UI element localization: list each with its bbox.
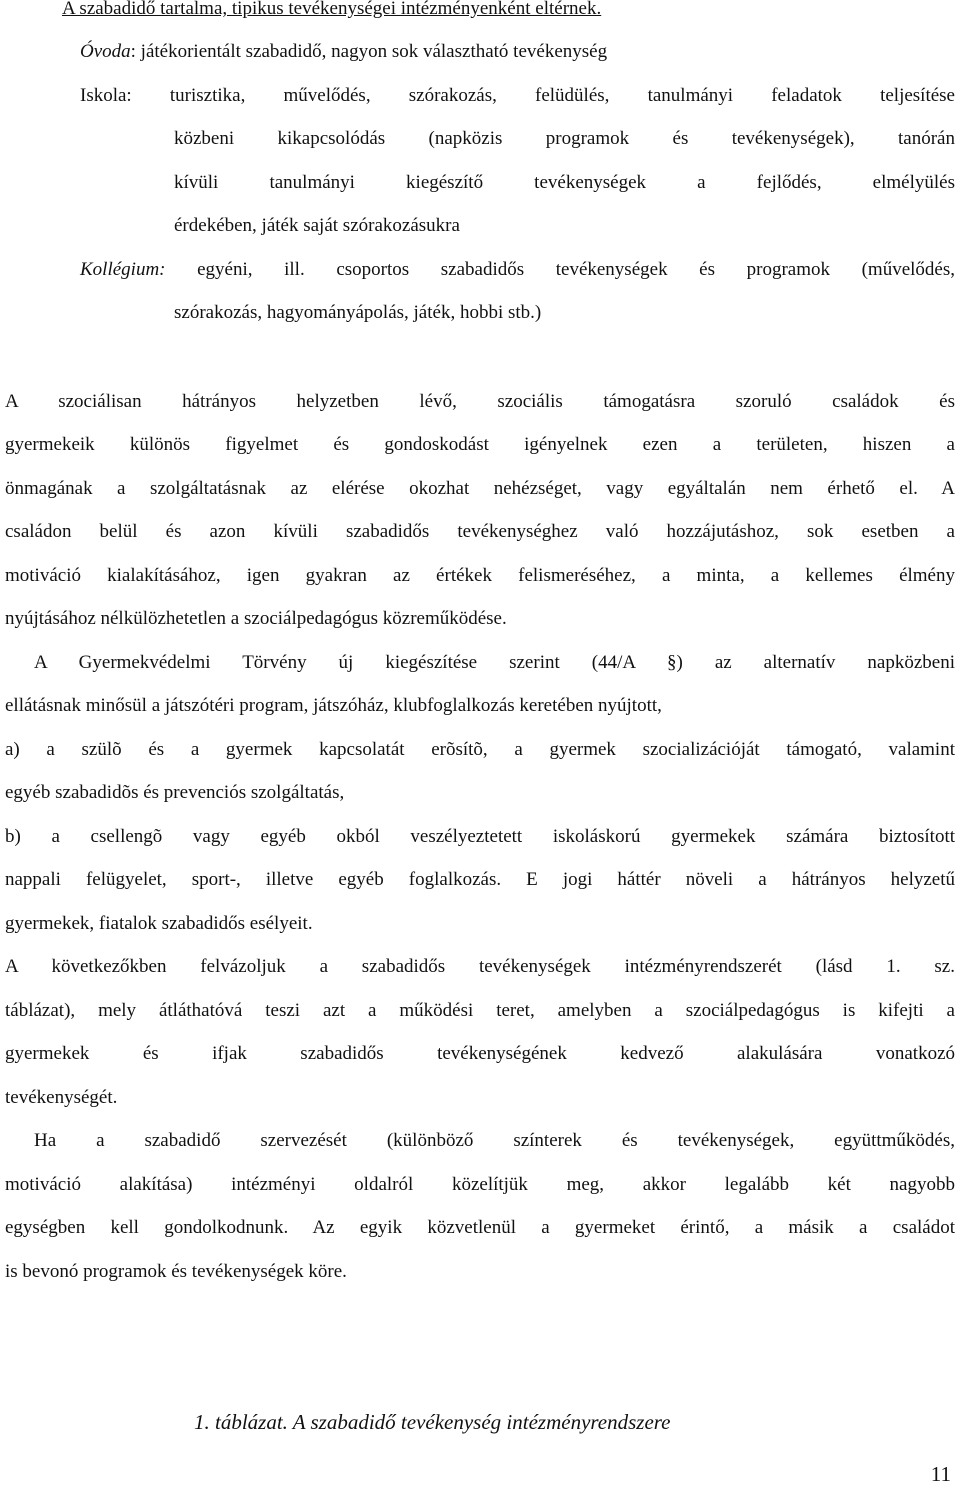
para1-line: A szociálisan hátrányos helyzetben lévő, szociális támogatásra szoruló családok és [5,391,955,412]
iskola-line-2: közbeni kikapcsolódás (napközis programok és tevékenységek), tanórán [174,128,955,149]
para1-line: nyújtásához nélkülözhetetlen a szociálpedagógus közreműködése. [5,608,507,629]
kollegium-line-1 [80,258,955,282]
para1-line: motiváció kialakításához, igen gyakran az értékek felismeréséhez, a minta, a kellemes élmény [5,565,955,586]
para2-line: nappali felügyelet, sport-, illetve egyéb foglalkozás. E jogi háttér növeli a hátrányos helyzetű [5,869,955,890]
para4-line: egységben kell gondolkodnunk. Az egyik közvetlenül a gyermeket érintő, a másik a családot [5,1217,955,1238]
para3-line: tevékenységét. [5,1087,118,1108]
para4-line: is bevonó programok és tevékenységek köre. [5,1261,347,1282]
page-number: 11 [930,1462,951,1486]
para1-line: gyermekeik különös figyelmet és gondoskodást igényelnek ezen a területen, hiszen a [5,434,955,455]
iskola-line-3: kívüli tanulmányi kiegészítő tevékenységek a fejlődés, elmélyülés [174,172,955,193]
ovoda-text: : játékorientált szabadidő, nagyon sok választható tevékenység [130,41,608,62]
table-caption: 1. táblázat. A szabadidő tevékenység intézményrendszere [194,1410,671,1434]
kollegium-text: egyéni, ill. csoportos szabadidős tevékenységek és programok (művelődés, [165,259,955,280]
para2-line: a) a szülõ és a gyermek kapcsolatát erõsítõ, a gyermek szocializációját támogató, valamint [5,739,955,760]
para4-line: motiváció alakítása) intézményi oldalról közelítjük meg, akkor legalább két nagyobb [5,1174,955,1195]
iskola-line-1: Iskola: turisztika, művelődés, szórakozás, felüdülés, tanulmányi feladatok teljesítése [80,85,955,106]
para3-line: gyermekek és ifjak szabadidős tevékenységének kedvező alakulására vonatkozó [5,1043,955,1064]
iskola-line-4: érdekében, játék saját szórakozásukra [174,215,460,236]
kollegium-line-2: szórakozás, hagyományápolás, játék, hobbi stb.) [174,302,542,323]
para3-line: A következőkben felvázoljuk a szabadidős tevékenységek intézményrendszerét (lásd 1. sz. [5,956,955,977]
section-heading: A szabadidő tartalma, tipikus tevékenységei intézményenként eltérnek. [62,0,602,19]
kollegium-label: Kollégium: [80,259,166,280]
para2-line: A Gyermekvédelmi Törvény új kiegészítése szerint (44/A §) az alternatív napközbeni [34,652,955,673]
para1-line: önmagának a szolgáltatásnak az elérése okozhat nehézséget, vagy egyáltalán nem érhető el. A [5,478,955,499]
para2-line: ellátásnak minősül a játszótéri program, játszóház, klubfoglalkozás keretében nyújtott, [5,695,662,716]
para4-line: Ha a szabadidő szervezését (különböző színterek és tevékenységek, együttműködés, [34,1130,955,1151]
ovoda-line [80,40,607,64]
ovoda-label: Óvoda [80,41,131,62]
para3-line: táblázat), mely átláthatóvá teszi azt a működési teret, amelyben a szociálpedagógus is kifejti a [5,1000,955,1021]
para2-line: b) a csellengõ vagy egyéb okból veszélyeztetett iskoláskorú gyermekek számára biztosított [5,826,955,847]
para2-line: egyéb szabadidõs és prevenciós szolgáltatás, [5,782,345,803]
para1-line: családon belül és azon kívüli szabadidős tevékenységhez való hozzájutáshoz, sok esetben a [5,521,955,542]
para2-line: gyermekek, fiatalok szabadidős esélyeit. [5,913,313,934]
